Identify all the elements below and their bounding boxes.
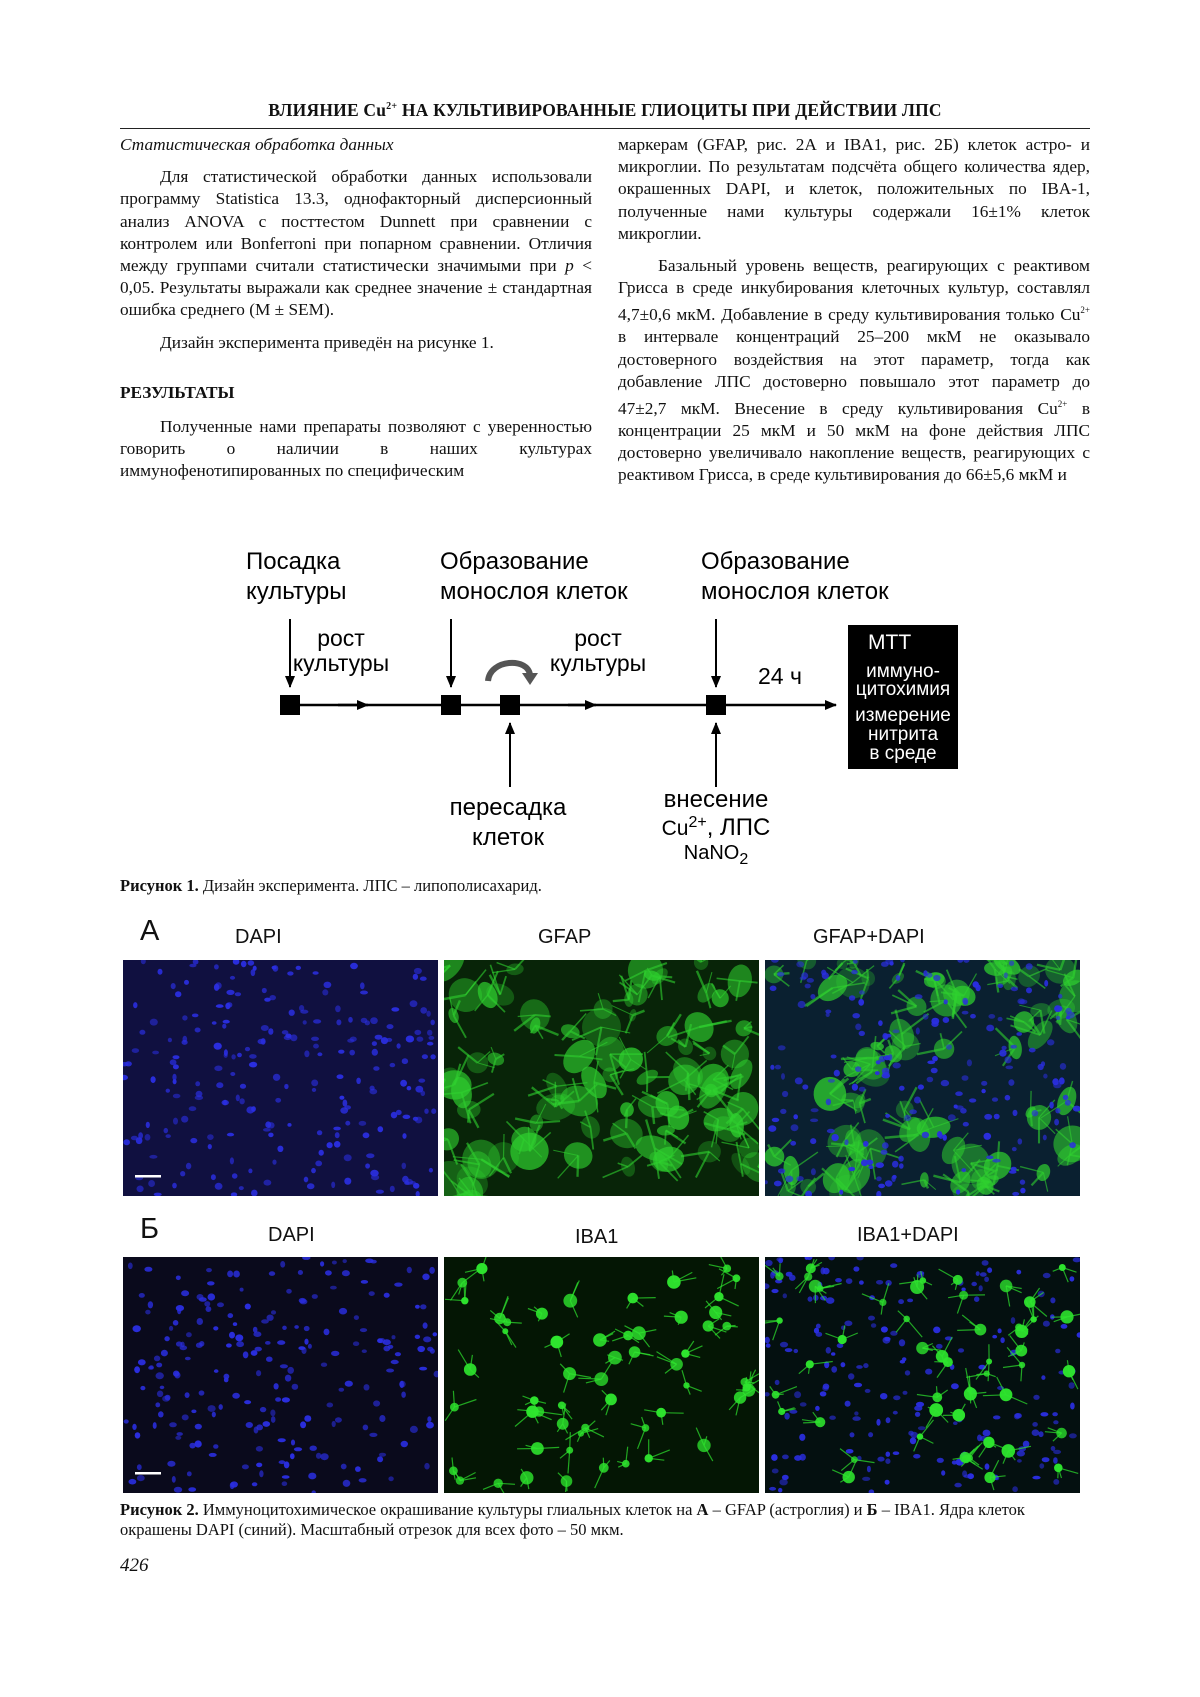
paragraph-design: Дизайн эксперимента приведён на рисунке 1.	[160, 332, 494, 352]
experiment-design-diagram	[228, 545, 988, 875]
figure-2-panel-a-letter: А	[140, 915, 160, 947]
caption-label: Рисунок 1.	[120, 876, 199, 895]
scale-bar	[135, 1175, 161, 1178]
label-growth-1a: рост	[317, 625, 365, 651]
caption-label: Рисунок 2.	[120, 1500, 199, 1519]
section-title-results: РЕЗУЛЬТАТЫ	[120, 382, 235, 402]
caption-panel-b: Б	[866, 1500, 878, 1519]
label-addition-1: внесение	[663, 786, 769, 813]
page-number: 426	[120, 1555, 149, 1576]
label-monolayer-1a: Образование	[440, 548, 589, 575]
figure-2-caption	[120, 1500, 1090, 1540]
figure-2-panel-b-letter: Б	[140, 1213, 160, 1245]
micrograph-a-merged	[765, 960, 1080, 1196]
paragraph-markers: маркерам (GFAP, рис. 2А и IBA1, рис. 2Б) клеток астро- и микроглии. По результатам подсчёта общего количества ядер, окрашенных DAPI, и клеток, положительных по IBA-1, полученные нами культуры содержали 16±1% клеток микроглии.	[618, 135, 1090, 243]
panel-a-label-gfap-dapi: GFAP+DAPI	[813, 926, 925, 948]
text-span: < 0,05. Результаты выражали как среднее значение ± стандартная ошибка среднего (M ± SEM).	[120, 256, 592, 320]
superscript: 2+	[1080, 305, 1090, 316]
header-title-part: НА КУЛЬТИВИРОВАННЫЕ ГЛИОЦИТЫ ПРИ ДЕЙСТВИИ ЛПС	[397, 100, 942, 120]
header-rule	[120, 128, 1090, 129]
label-addition-3	[684, 842, 749, 868]
right-column	[618, 134, 1090, 487]
panel-a-label-dapi: DAPI	[235, 926, 282, 948]
panel-b-label-dapi: DAPI	[268, 1224, 315, 1246]
cu-text: Cu	[661, 817, 689, 840]
label-addition-2	[662, 814, 771, 841]
lps-text: , ЛПС	[706, 814, 771, 841]
caption-text: – IBA1. Ядра клеток окрашены DAPI (синий). Масштабный отрезок для всех фото – 50 мкм.	[120, 1500, 1025, 1539]
section-title-statistics: Статистическая обработка данных	[120, 135, 394, 154]
label-monolayer-2b: монослоя клеток	[701, 578, 889, 605]
nano-text: NaNO	[683, 842, 740, 864]
panel-b-label-iba1: IBA1	[575, 1226, 619, 1248]
text-span: Для статистической обработки данных использовали программу Statistica 13.3, однофакторный дисперсионный анализ ANOVA с посттестом Dunnett при сравнении с контролем или Bonferroni при попарном сравнении. Отличия между группами считали статистически значимыми при	[120, 167, 592, 276]
timepoint-monolayer-2	[706, 695, 726, 715]
label-replating-1: пересадка	[449, 794, 567, 821]
timepoint-monolayer-1	[441, 695, 461, 715]
micrograph-b-dapi	[123, 1257, 438, 1493]
scale-bar	[135, 1472, 161, 1475]
box-nitrite-2: нитрита	[867, 724, 939, 745]
label-seeding-1: Посадка	[246, 548, 341, 575]
left-column	[120, 134, 592, 483]
panel-a-label-gfap: GFAP	[538, 926, 592, 948]
caption-text: Иммуноцитохимическое окрашивание культуры глиальных клеток на	[198, 1500, 697, 1519]
micrograph-a-gfap	[444, 960, 759, 1196]
superscript: 2+	[1057, 399, 1068, 409]
figure-1-caption	[120, 876, 1090, 896]
micrograph-b-merged	[765, 1257, 1080, 1493]
cu-sup: 2+	[688, 814, 707, 831]
label-24h: 24 ч	[758, 663, 802, 689]
micrograph-a-dapi	[123, 960, 438, 1196]
header-title-sup: 2+	[386, 101, 398, 113]
label-growth-2a: рост	[574, 625, 622, 651]
panel-b-label-iba1-dapi: IBA1+DAPI	[857, 1224, 959, 1246]
paragraph-results: Полученные нами препараты позволяют с уверенностью говорить о наличии в наших культурах иммунофенотипированных по специфическим	[120, 417, 592, 481]
label-monolayer-2a: Образование	[701, 548, 850, 575]
paragraph-statistics	[120, 166, 592, 321]
running-header	[120, 100, 1090, 121]
nano-sub: 2	[739, 851, 749, 868]
p-symbol: p	[565, 256, 574, 276]
timepoint-replating	[500, 695, 520, 715]
box-mtt: МТТ	[868, 631, 912, 654]
header-title-part: ВЛИЯНИЕ Cu	[268, 100, 387, 120]
box-ihc-2: цитохимия	[855, 679, 951, 700]
caption-panel-a: А	[696, 1500, 709, 1519]
label-growth-2b: культуры	[549, 650, 647, 676]
timepoint-seeding	[280, 695, 300, 715]
micrograph-b-iba1	[444, 1257, 759, 1493]
replating-curved-arrow-icon	[488, 663, 530, 681]
replating-curved-arrowhead	[522, 673, 538, 685]
label-seeding-2: культуры	[246, 578, 347, 605]
paragraph-griess	[618, 255, 1090, 487]
box-ihc-1: иммуно-	[866, 661, 940, 682]
label-growth-1b: культуры	[292, 650, 390, 676]
box-nitrite-3: в среде	[869, 743, 937, 764]
caption-text: – GFAP (астроглия) и	[708, 1500, 867, 1519]
box-nitrite-1: измерение	[855, 705, 951, 726]
text-span: Базальный уровень веществ, реагирующих с реактивом Грисса в среде инкубирования клеточных культур, составлял 4,7±0,6 мкМ. Добавление в среду культивирования только Cu	[618, 256, 1090, 325]
text-span: в интервале концентраций 25–200 мкМ не оказывало достоверного воздействия на этот параметр, тогда как добавление ЛПС достоверно повышало этот параметр до 47±2,7 мкМ. Внесение в среду культивирования Cu	[618, 327, 1090, 418]
caption-text: Дизайн эксперимента. ЛПС – липополисахарид.	[198, 876, 542, 895]
text-span: в концентрации 25 мкМ и 50 мкМ на фоне действия ЛПС достоверно увеличивало накопление веществ, реагирующих с реактивом Грисса, в среде культивирования до 66±5,6 мкМ и	[618, 398, 1090, 485]
label-monolayer-1b: монослоя клеток	[440, 578, 628, 605]
label-replating-2: клеток	[472, 824, 544, 851]
